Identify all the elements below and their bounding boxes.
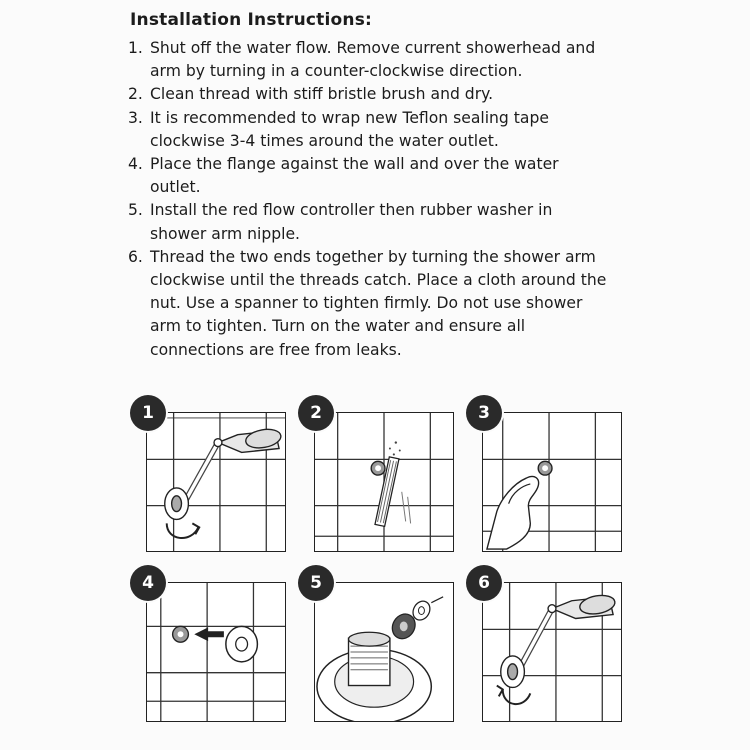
step-number: 6. bbox=[128, 247, 143, 266]
step-badge-6: 6 bbox=[466, 565, 502, 601]
instruction-step-1 bbox=[128, 37, 606, 83]
step-text: It is recommended to wrap new Teflon sealing tape clockwise 3-4 times around the water outlet. bbox=[150, 108, 549, 150]
instruction-step-2 bbox=[128, 83, 606, 106]
step-number: 5. bbox=[128, 201, 143, 220]
figure-step-2 bbox=[314, 412, 454, 552]
teflon-tape-icon bbox=[483, 413, 621, 551]
figure-step-3 bbox=[482, 412, 622, 552]
instruction-list bbox=[128, 37, 628, 362]
step-text: Install the red flow controller then rubber washer in shower arm nipple. bbox=[150, 201, 553, 243]
step-badge-3: 3 bbox=[466, 395, 502, 431]
step-badge-2: 2 bbox=[298, 395, 334, 431]
step-text: Thread the two ends together by turning the shower arm clockwise until the threads catch. Place a cloth around the nut. Use a spanner to tighten firmly. Do not use shower arm to tighten. Turn on the water and ensure all connections are free from leaks. bbox=[150, 247, 607, 359]
step-number: 1. bbox=[128, 39, 143, 57]
figure-step-6 bbox=[482, 582, 622, 722]
step-number: 2. bbox=[128, 85, 143, 104]
step-number: 4. bbox=[128, 155, 143, 174]
install-showerhead-icon bbox=[483, 583, 621, 721]
step-badge-1: 1 bbox=[130, 395, 166, 431]
figure-step-4 bbox=[146, 582, 286, 722]
instruction-step-3 bbox=[128, 107, 606, 153]
instruction-step-6 bbox=[128, 246, 618, 362]
step-badge-4: 4 bbox=[130, 565, 166, 601]
instruction-step-4 bbox=[128, 153, 568, 199]
step-text: Clean thread with stiff bristle brush and dry. bbox=[150, 85, 494, 104]
step-text: Place the flange against the wall and over the water outlet. bbox=[150, 155, 559, 197]
step-text: Shut off the water flow. Remove current showerhead and arm by turning in a counter-clockwise direction. bbox=[150, 39, 596, 81]
figure-step-5 bbox=[314, 582, 454, 722]
instruction-step-5 bbox=[128, 199, 598, 245]
figure-step-1 bbox=[146, 412, 286, 552]
remove-showerhead-icon bbox=[147, 413, 285, 551]
flow-controller-icon bbox=[315, 583, 453, 721]
brush-thread-icon bbox=[315, 413, 453, 551]
step-badge-5: 5 bbox=[298, 565, 334, 601]
flange-icon bbox=[147, 583, 285, 721]
step-number: 3. bbox=[128, 108, 143, 127]
instructions-title: Installation Instructions: bbox=[130, 10, 373, 30]
